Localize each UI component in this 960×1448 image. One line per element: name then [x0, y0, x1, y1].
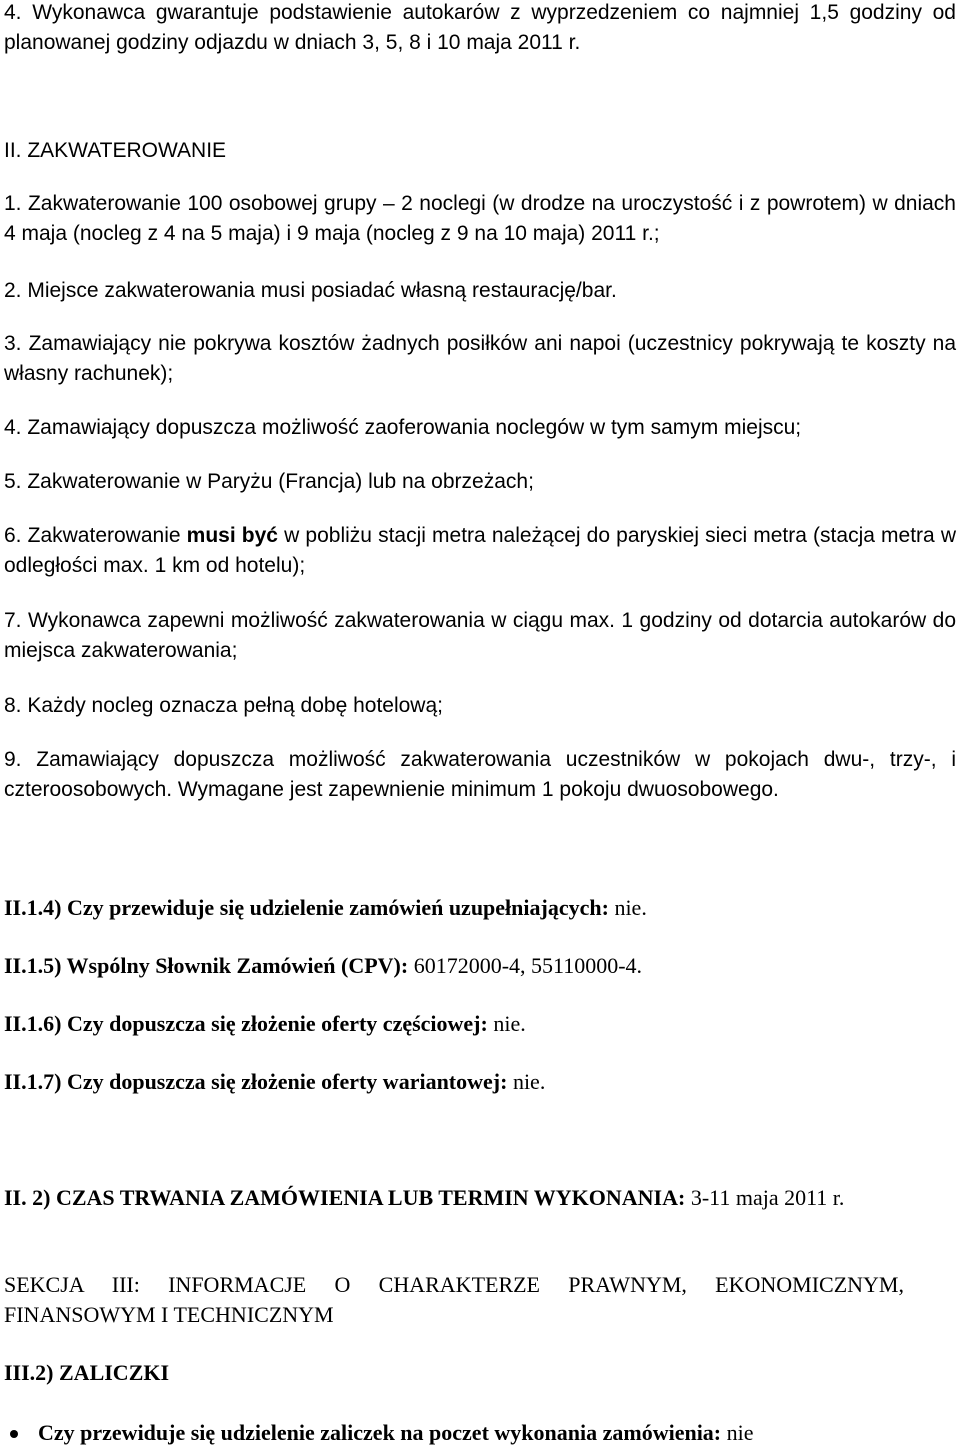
section-ii-1-5: [4, 951, 956, 981]
section-ii-1-6-label: II.1.6) Czy dopuszcza się złożenie oferty częściowej:: [4, 1011, 488, 1036]
section-2-heading: II. ZAKWATEROWANIE: [4, 139, 227, 162]
acc-item-8: 8. Każdy nocleg oznacza pełną dobę hotelową;: [4, 694, 443, 717]
item-4-bus-guarantee: 4. Wykonawca gwarantuje podstawienie autokarów z wyprzedzeniem co najmniej 1,5 godziny od planowanej godziny odjazdu w dniach 3, 5, 8 i 10 maja 2011 r.: [4, 1, 956, 54]
bullet-item-value: nie: [721, 1420, 754, 1445]
bullet-dot-icon: [10, 1430, 18, 1438]
section-ii-1-4: [4, 893, 956, 923]
bullet-item-advance-payment: [38, 1418, 754, 1448]
acc-item-6-post: w pobliżu stacji metra należącej do paryskiej sieci metra (stacja metra w odległości max. 1 km od hotelu);: [4, 524, 956, 577]
section-ii-1-4-label: II.1.4) Czy przewiduje się udzielenie zamówień uzupełniających:: [4, 895, 609, 920]
section-ii-2-value: 3-11 maja 2011 r.: [685, 1185, 845, 1210]
acc-item-7: 7. Wykonawca zapewni możliwość zakwaterowania w ciągu max. 1 godziny od dotarcia autokarów do miejsca zakwaterowania;: [4, 609, 956, 662]
acc-item-4: 4. Zamawiający dopuszcza możliwość zaoferowania noclegów w tym samym miejscu;: [4, 416, 802, 439]
acc-item-5: 5. Zakwaterowanie w Paryżu (Francja) lub na obrzeżach;: [4, 470, 534, 493]
section-ii-1-4-value: nie.: [608, 895, 647, 920]
section-ii-1-7-label: II.1.7) Czy dopuszcza się złożenie oferty wariantowej:: [4, 1069, 508, 1094]
section-ii-2-label: II. 2) CZAS TRWANIA ZAMÓWIENIA LUB TERMIN WYKONANIA:: [4, 1185, 686, 1210]
acc-item-2: 2. Miejsce zakwaterowania musi posiadać własną restaurację/bar.: [4, 279, 617, 302]
bullet-item-label: Czy przewiduje się udzielenie zaliczek na poczet wykonania zamówienia:: [38, 1420, 722, 1445]
acc-item-6-emphasis: musi być: [186, 524, 278, 547]
acc-item-3: 3. Zamawiający nie pokrywa kosztów żadnych posiłków ani napoi (uczestnicy pokrywają te koszty na własny rachunek);: [4, 332, 956, 385]
acc-item-9: 9. Zamawiający dopuszcza możliwość zakwaterowania uczestników w pokojach dwu-, trzy-, i czteroosobowych. Wymagane jest zapewnienie minimum 1 pokoju dwuosobowego.: [4, 748, 956, 801]
section-ii-1-6: [4, 1009, 956, 1039]
section-ii-1-5-value: 60172000-4, 55110000-4.: [408, 953, 643, 978]
section-ii-1-6-value: nie.: [487, 1011, 526, 1036]
section-ii-1-7: [4, 1067, 956, 1097]
acc-item-1: 1. Zakwaterowanie 100 osobowej grupy – 2 noclegi (w drodze na uroczystość i z powrotem) w dniach 4 maja (nocleg z 4 na 5 maja) i 9 maja (nocleg z 9 na 10 maja) 2011 r.;: [4, 192, 956, 245]
acc-item-6: [4, 521, 956, 581]
section-ii-1-7-value: nie.: [507, 1069, 546, 1094]
section-ii-1-5-label: II.1.5) Wspólny Słownik Zamówień (CPV):: [4, 953, 409, 978]
section-3-heading: SEKCJA III: INFORMACJE O CHARAKTERZE PRAWNYM, EKONOMICZNYM, FINANSOWYM I TECHNICZNYM: [4, 1272, 904, 1327]
section-ii-2: [4, 1183, 904, 1213]
acc-item-6-pre: 6. Zakwaterowanie: [4, 524, 187, 547]
section-iii-2-heading: III.2) ZALICZKI: [4, 1360, 170, 1385]
